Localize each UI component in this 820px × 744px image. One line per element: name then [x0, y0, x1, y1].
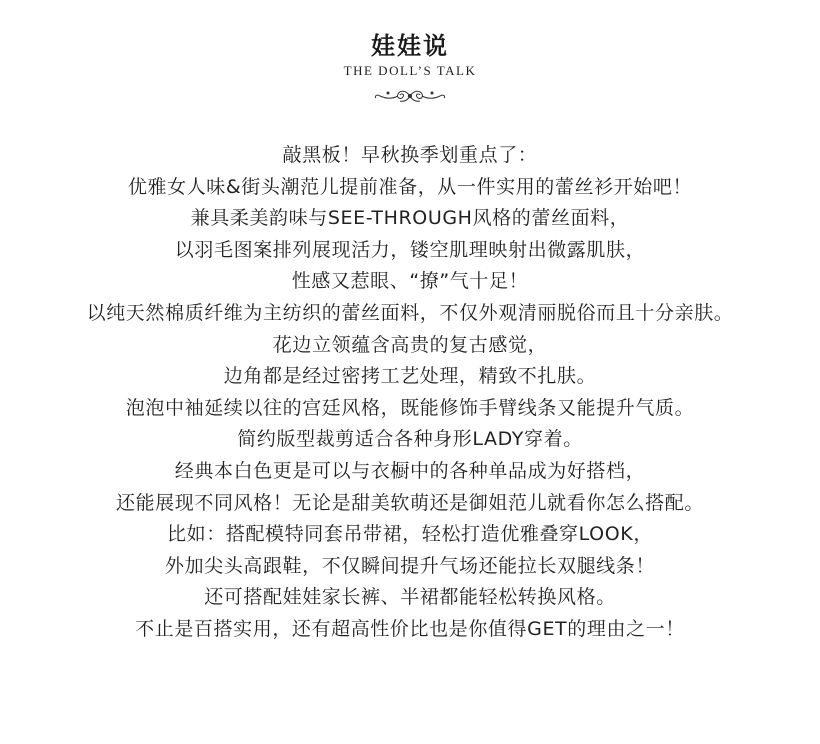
text-line: 还可搭配娃娃家长裤、半裙都能轻松转换风格。 [204, 586, 616, 609]
text-line: 边角都是经过密拷工艺处理，精致不扎肤。 [223, 365, 597, 388]
text-line: 以羽毛图案排列展现活力，镂空肌理映射出微露肌肤， [174, 238, 646, 261]
page-title: 娃娃说 [371, 31, 449, 60]
description-body [0, 140, 820, 646]
flourish-divider-icon [370, 84, 450, 108]
text-line: 敲黑板！早秋换季划重点了： [282, 144, 538, 166]
text-line: 以纯天然棉质纤维为主纺织的蕾丝面料，不仅外观清丽脱俗而且十分亲肤。 [86, 301, 734, 324]
text-line: 比如：搭配模特同套吊带裙，轻松打造优雅叠穿LOOK， [167, 523, 653, 546]
text-line: 还能展现不同风格！无论是甜美软萌还是御姐范儿就看你怎么搭配。 [115, 491, 704, 514]
page-subtitle: THE DOLL’S TALK [343, 63, 477, 78]
text-line: 花边立领蕴含高贵的复古感觉， [272, 333, 548, 356]
text-line: 优雅女人味&街头潮范儿提前准备，从一件实用的蕾丝衫开始吧！ [127, 175, 693, 198]
text-line: 兼具柔美韵味与SEE-THROUGH风格的蕾丝面料， [190, 207, 630, 230]
text-line: 不止是百搭实用，还有超高性价比也是你值得GET的理由之一！ [135, 617, 685, 640]
text-line: 经典本白色更是可以与衣橱中的各种单品成为好搭档， [174, 459, 646, 482]
text-line: 外加尖头高跟鞋，不仅瞬间提升气场还能拉长双腿线条！ [164, 554, 655, 577]
text-line: 性感又惹眼、“撩”气十足！ [291, 270, 529, 293]
text-line: 泡泡中袖延续以往的宫廷风格，既能修饰手臂线条又能提升气质。 [125, 396, 695, 419]
text-line: 简约版型裁剪适合各种身形LADY穿着。 [237, 428, 583, 451]
